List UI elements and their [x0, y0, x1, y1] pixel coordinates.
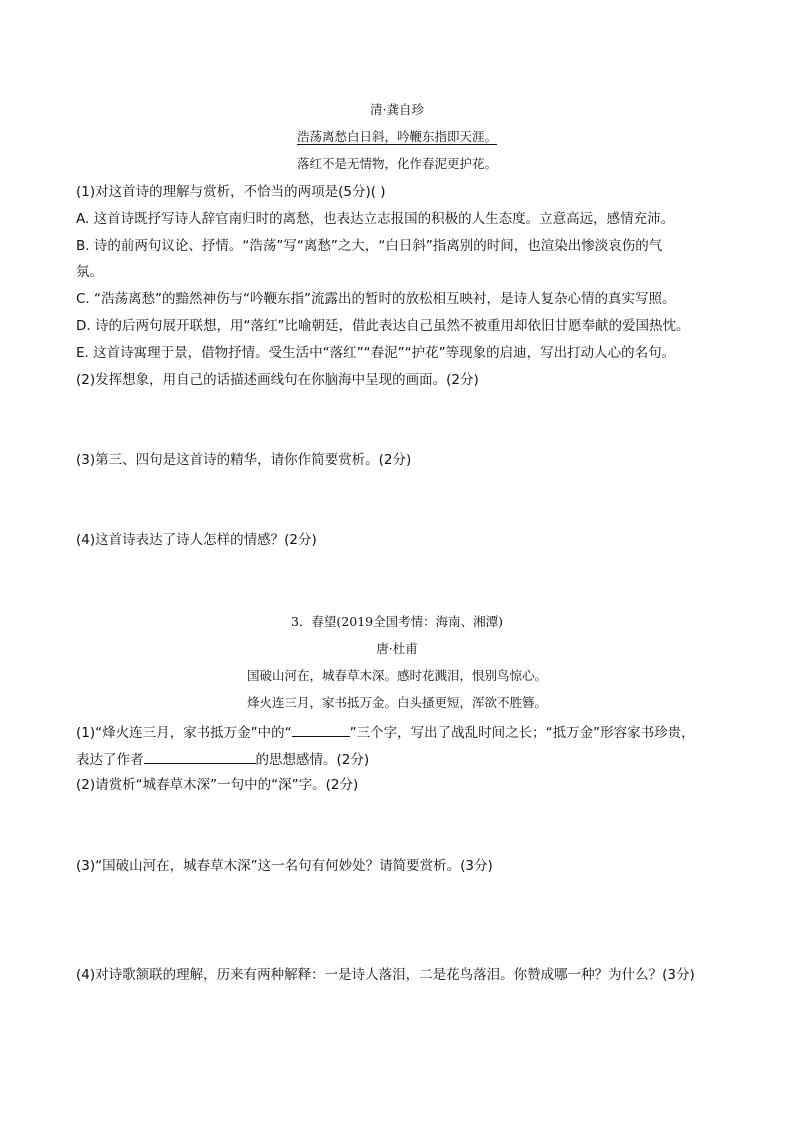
poem3-author: 唐·杜甫 — [376, 641, 418, 656]
question-text: 表达了作者 — [76, 752, 144, 768]
question-3: (3)第三、四句是这首诗的精华，请你作简要赏析。(2分) — [76, 452, 412, 468]
poem-line-underlined: 浩荡离愁白日斜，吟鞭东指即天涯。 — [296, 129, 497, 144]
question-text: (1)“烽火连三月，家书抵万金”中的“ — [76, 725, 292, 741]
question3-2: (2)请赏析“城春草木深”一句中的“深”字。(2分) — [76, 777, 359, 793]
question-text: 的思想感情。(2分) — [255, 752, 370, 768]
poem-line: 落红不是无情物，化作春泥更护花。 — [296, 156, 497, 171]
option-c: C. “浩荡离愁”的黯然神伤与“吟鞭东指”流露出的暂时的放松相互映衬，是诗人复杂心情的真实写照。 — [76, 291, 676, 307]
option-d: D. 诗的后两句展开联想，用“落红”比喻朝廷，借此表达自己虽然不被重用却依旧甘愿奉献的爱国热忱。 — [76, 318, 690, 334]
poem3-line: 国破山河在，城春草木深。感时花溅泪，恨别鸟惊心。 — [246, 668, 547, 683]
question-text: ”三个字，写出了战乱时间之长；“抵万金”形容家书珍贵， — [349, 725, 695, 741]
answer-blank[interactable] — [292, 722, 350, 737]
question3-1 — [76, 722, 736, 742]
question3-1-cont — [76, 749, 736, 769]
question3-4: (4)对诗歌颔联的理解，历来有两种解释：一是诗人落泪，二是花鸟落泪。你赞成哪一种？为什么？(3分) — [76, 967, 695, 983]
answer-blank[interactable] — [144, 749, 256, 764]
option-b: B. 诗的前两句议论、抒情。“浩荡”写“离愁”之大，“白日斜”指离别的时间，也渲染出惨淡哀伤的气 — [76, 238, 663, 254]
question-2: (2)发挥想象，用自己的话描述画线句在你脑海中呈现的画面。(2分) — [76, 372, 479, 388]
poem3-line: 烽火连三月，家书抵万金。白头搔更短，浑欲不胜簪。 — [246, 695, 547, 710]
question-4: (4)这首诗表达了诗人怎样的情感？(2分) — [76, 532, 317, 548]
question3-3: (3)“国破山河在，城春草木深”这一名句有何妙处？请简要赏析。(3分) — [76, 858, 493, 874]
poem-author: 清·龚自珍 — [370, 102, 424, 117]
option-e: E. 这首诗寓理于景，借物抒情。受生活中“落红”“春泥”“护花”等现象的启迪，写出打动人心的名句。 — [76, 345, 676, 361]
poem3-title: 3．春望(2019全国考情：海南、湘潭) — [290, 614, 504, 629]
option-a: A. 这首诗既抒写诗人辞官南归时的离愁，也表达立志报国的积极的人生态度。立意高远，感情充沛。 — [76, 211, 675, 227]
option-b-cont: 氛。 — [76, 264, 103, 280]
question-prompt: (1)对这首诗的理解与赏析，不恰当的两项是(5分)( ) — [76, 184, 386, 200]
